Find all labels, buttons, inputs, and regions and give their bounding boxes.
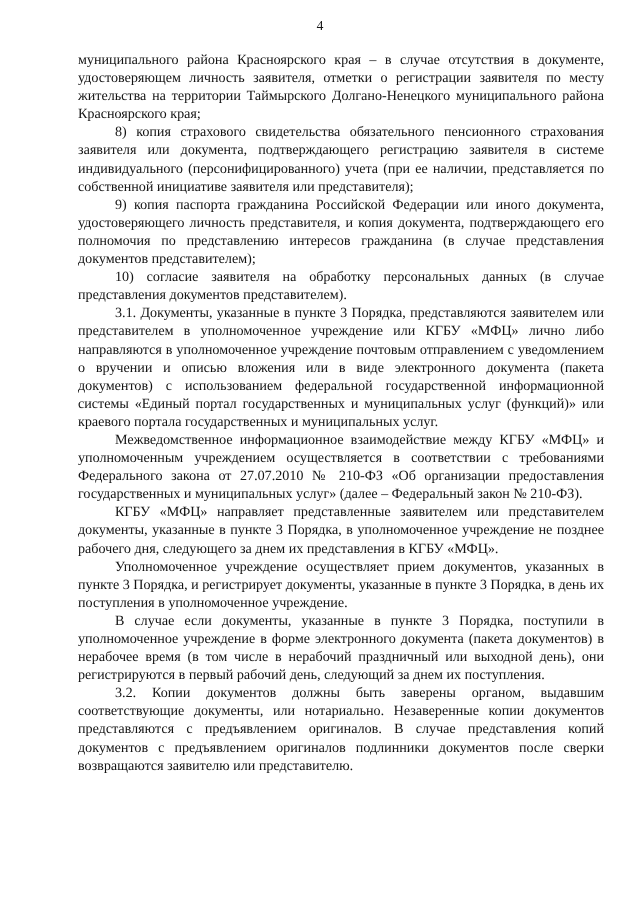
paragraph-item-8: 8) копия страхового свидетельства обязательного пенсионного страхования заявителя или документа, подтверждающего регистрацию заявителя в системе индивидуального (персонифицированного) учета (при ее наличии, представляется по собственной инициативе заявителя или представителя); [78, 124, 604, 195]
paragraph-continuation: муниципального района Красноярского края – в случае отсутствия в документе, удостоверяющем личность заявителя, отметки о регистрации заявителя по месту жительства на территории Таймырского Долгано-Ненецкого муниципального района Красноярского края; [78, 52, 604, 123]
paragraph-3-2: 3.2. Копии документов должны быть заверены органом, выдавшим соответствующие документы, или нотариально. Незаверенные копии документов представляются с предъявлением оригиналов. В случае представления копий документов с предъявлением оригиналов подлинники документов после сверки возвращаются заявителю или представителю. [78, 685, 604, 774]
paragraph-item-9: 9) копия паспорта гражданина Российской Федерации или иного документа, удостоверяющего личность представителя, и копия документа, подтверждающего его полномочия по представлению интересов гражданина (в случае представления документов представителем); [78, 196, 604, 268]
paragraph-mfc-forwarding: КГБУ «МФЦ» направляет представленные заявителем или представителем документы, указанные в пункте 3 Порядка, в уполномоченное учреждение не позднее рабочего дня, следующего за днем их представления в КГБУ «МФЦ». [78, 504, 604, 557]
paragraph-interagency: Межведомственное информационное взаимодействие между КГБУ «МФЦ» и уполномоченным учреждением осуществляется в соответствии с требованиями Федерального закона от 27.07.2010 № 210-ФЗ «Об организации предоставления государственных и муниципальных услуг» (далее – Федеральный закон № 210-ФЗ). [78, 431, 604, 503]
page-number: 4 [316, 18, 324, 33]
paragraph-3-1: 3.1. Документы, указанные в пункте 3 Порядка, представляются заявителем или представителем в уполномоченное учреждение или КГБУ «МФЦ» лично либо направляются в уполномоченное учреждение почтовым отправлением с уведомлением о вручении и описью вложения или в виде электронного документа (пакета документов) с использованием федеральной государственной информационной системы «Единый портал государственных и муниципальных услуг (функций)» или краевого портала государственных и муниципальных услуг. [78, 305, 604, 430]
paragraph-electronic-registration: В случае если документы, указанные в пункте 3 Порядка, поступили в уполномоченное учреждение в форме электронного документа (пакета документов) в нерабочее время (в том числе в нерабочий праздничный или выходной день), они регистрируются в первый рабочий день, следующий за днем их поступления. [78, 612, 604, 684]
paragraph-item-10: 10) согласие заявителя на обработку персональных данных (в случае представления документов представителем). [78, 269, 604, 304]
paragraph-registration: Уполномоченное учреждение осуществляет прием документов, указанных в пункте 3 Порядка, и регистрирует документы, указанные в пункте 3 Порядка, в день их поступления в уполномоченное учреждение. [78, 558, 604, 611]
document-body [78, 51, 604, 775]
